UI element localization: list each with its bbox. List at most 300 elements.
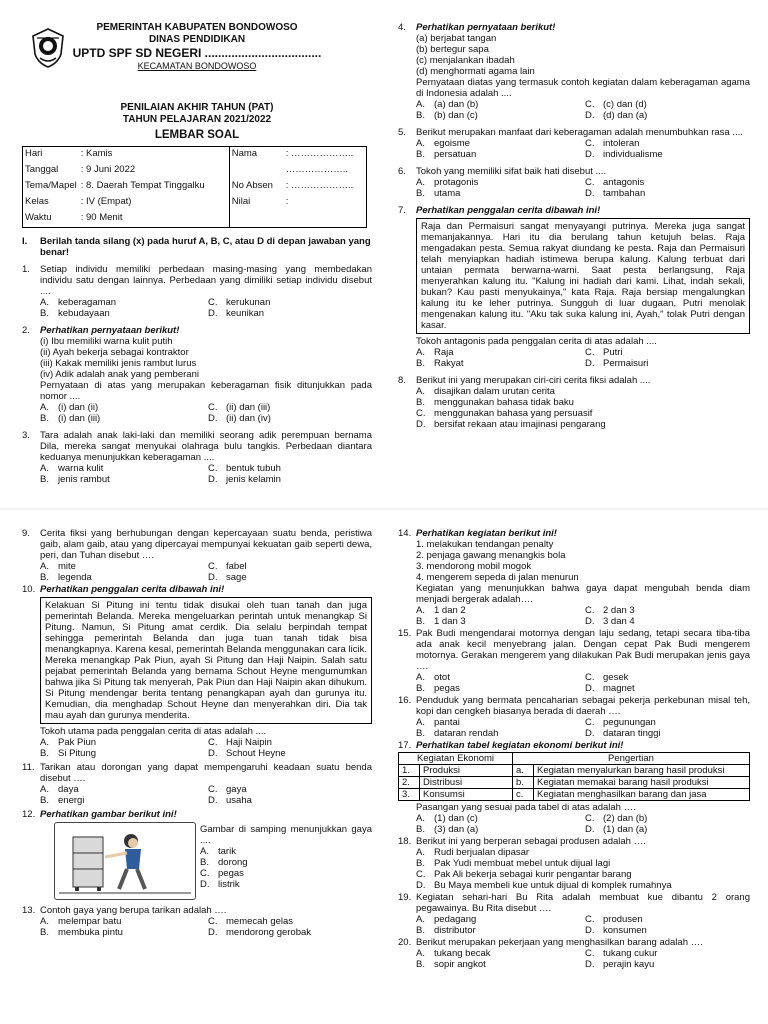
answer-option[interactable] bbox=[585, 959, 750, 970]
option-text: menggunakan bahasa yang persuasif bbox=[434, 408, 593, 419]
table-cell: b. bbox=[513, 777, 534, 789]
answer-option[interactable] bbox=[585, 149, 750, 160]
answer-option[interactable] bbox=[208, 748, 372, 759]
option-letter: D. bbox=[585, 728, 595, 739]
info-value: : IV (Empat) bbox=[80, 196, 132, 207]
question-text: Contoh gaya yang berupa tarikan adalah …. bbox=[40, 905, 227, 916]
answer-option[interactable] bbox=[40, 737, 204, 748]
answer-option[interactable] bbox=[40, 748, 204, 759]
option-text: (3) dan (a) bbox=[434, 824, 479, 835]
info-label: Tanggal bbox=[25, 164, 59, 175]
answer-option[interactable] bbox=[208, 413, 372, 424]
answer-option[interactable] bbox=[200, 868, 372, 879]
question-body bbox=[416, 166, 750, 199]
question-body bbox=[40, 528, 372, 583]
answer-option[interactable] bbox=[585, 914, 750, 925]
option-letter: C. bbox=[416, 408, 426, 419]
question-text: Tokoh yang memiliki sifat baik hati disebut .... bbox=[416, 166, 607, 177]
table-cell: 2. bbox=[399, 777, 420, 789]
question-number: 11. bbox=[22, 762, 35, 773]
info-row bbox=[23, 195, 367, 211]
answer-option[interactable] bbox=[416, 149, 581, 160]
option-letter: A. bbox=[40, 561, 49, 572]
question-body bbox=[40, 762, 372, 806]
answer-options bbox=[416, 605, 750, 627]
question-body bbox=[416, 892, 750, 936]
option-text: Bu Maya membeli kue untuk dijual di komplek rumahnya bbox=[434, 880, 672, 891]
answer-option[interactable] bbox=[416, 948, 581, 959]
student-info-table bbox=[22, 146, 367, 228]
question-body bbox=[416, 22, 750, 121]
table-cell: Distribusi bbox=[420, 777, 513, 789]
answer-option[interactable] bbox=[200, 857, 372, 868]
question-text: Berikut ini yang berperan sebagai produsen adalah …. bbox=[416, 836, 646, 847]
option-text: memecah gelas bbox=[226, 916, 294, 927]
option-text: bentuk tubuh bbox=[226, 463, 281, 474]
option-letter: A. bbox=[40, 297, 49, 308]
table-cell: a. bbox=[513, 765, 534, 777]
answer-options bbox=[416, 847, 750, 891]
question-number: 15. bbox=[398, 628, 412, 639]
option-text: bersifat rekaan atau imajinasi pengarang bbox=[434, 419, 606, 430]
statement-item: 4. mengerem sepeda di jalan menurun bbox=[416, 572, 579, 583]
option-letter: D. bbox=[208, 927, 218, 938]
answer-option[interactable] bbox=[585, 728, 750, 739]
option-letter: D. bbox=[208, 795, 218, 806]
option-text: pegunungan bbox=[603, 717, 656, 728]
question-10 bbox=[22, 584, 372, 759]
option-text: tukang cukur bbox=[603, 948, 658, 959]
option-letter: A. bbox=[416, 386, 425, 397]
option-letter: B. bbox=[416, 616, 425, 627]
question-number: 19. bbox=[398, 892, 412, 903]
option-letter: D. bbox=[208, 572, 218, 583]
page-two bbox=[0, 520, 768, 1024]
answer-option[interactable] bbox=[416, 869, 750, 880]
info-row bbox=[23, 179, 367, 195]
option-text: 2 dan 3 bbox=[603, 605, 635, 616]
answer-option[interactable] bbox=[585, 824, 750, 835]
question-text: Kegiatan yang menunjukkan bahwa gaya dapat mengubah benda diam menjadi bergerak adalah…. bbox=[416, 583, 750, 605]
answer-option[interactable] bbox=[416, 188, 581, 199]
option-letter: B. bbox=[416, 824, 425, 835]
info-label: Tema/Mapel bbox=[25, 180, 77, 191]
story-box: Kelakuan Si Pitung ini tentu tidak disukai oleh tuan tanah dan juga pemerintah Belanda. Mereka mengeluarkan perintah untuk menangkap Si Pitung. Namun, Si Pitung amat cerdik. Dia selalu berpindah tempat sehingga pemerintah Belanda dan juga tuan tanah tidak bisa menangkapnya. Karena kesal, pemerintah Belanda menggunakan cara licik. Mereka menangkap Pak Piun, ayah Si Pitung dan Haji Naipin. Salah satu pejabat pemerintah Belanda yang bernama Schout Heyne mengumumkan bahwa jika Si Pitung tak menyerah, Pak Piun dan Haji Naipin akan dihukum. Si Pitung mendengar berita tentang penangkapan ayah dan gurunya itu. Kemudian, dia menghadap Schout Heyne dan menyerahkan diri. Dia tak mau ayah dan gurunya menderita. bbox=[40, 597, 372, 724]
answer-option[interactable] bbox=[416, 683, 581, 694]
answer-option[interactable] bbox=[40, 795, 204, 806]
question-body bbox=[416, 205, 750, 369]
option-letter: D. bbox=[416, 419, 426, 430]
question-17-tail bbox=[398, 802, 750, 835]
statement-item: (d) menghormati agama lain bbox=[416, 66, 535, 77]
answer-option[interactable] bbox=[416, 847, 750, 858]
answer-option[interactable] bbox=[208, 463, 372, 474]
option-letter: A. bbox=[40, 737, 49, 748]
option-text: (2) dan (b) bbox=[603, 813, 648, 824]
info-row bbox=[23, 211, 367, 228]
answer-option[interactable] bbox=[208, 737, 372, 748]
question-12-options bbox=[200, 846, 372, 890]
answer-option[interactable] bbox=[416, 177, 581, 188]
option-text: fabel bbox=[226, 561, 247, 572]
answer-option[interactable] bbox=[40, 297, 204, 308]
question-body bbox=[40, 325, 372, 424]
option-letter: D. bbox=[585, 358, 595, 369]
answer-option[interactable] bbox=[208, 308, 372, 319]
option-letter: B. bbox=[40, 748, 49, 759]
question-lead: Perhatikan penggalan cerita dibawah ini! bbox=[416, 205, 601, 216]
exam-heading bbox=[22, 102, 372, 142]
option-text: pegas bbox=[218, 868, 244, 879]
answer-option[interactable] bbox=[416, 358, 581, 369]
option-text: (ii) dan (iii) bbox=[226, 402, 271, 413]
answer-option[interactable] bbox=[585, 813, 750, 824]
question-number: 7. bbox=[398, 205, 406, 216]
option-letter: B. bbox=[416, 358, 425, 369]
answer-options bbox=[416, 99, 750, 121]
question-9 bbox=[22, 528, 372, 583]
option-text: warna kulit bbox=[58, 463, 104, 474]
answer-option[interactable] bbox=[585, 99, 750, 110]
question-text: Tokoh utama pada penggalan cerita di atas adalah .... bbox=[40, 726, 267, 737]
option-text: (d) dan (a) bbox=[603, 110, 648, 121]
option-text: (i) dan (iii) bbox=[58, 413, 101, 424]
answer-options bbox=[40, 297, 372, 319]
child-pushing-cabinet-icon bbox=[55, 823, 195, 899]
question-7 bbox=[398, 205, 750, 369]
question-body bbox=[40, 584, 372, 759]
option-letter: D. bbox=[416, 880, 426, 891]
question-17 bbox=[398, 740, 750, 751]
question-number: 20. bbox=[398, 937, 412, 948]
answer-option[interactable] bbox=[585, 138, 750, 149]
question-number: 13. bbox=[22, 905, 36, 916]
option-letter: C. bbox=[585, 138, 595, 149]
question-13 bbox=[22, 905, 372, 938]
question-text: Penduduk yang bermata pencaharian sebagai pekerja perkebunan misal teh, kopi dan cengkeh biasanya berada di daerah …. bbox=[416, 695, 750, 717]
question-18 bbox=[398, 836, 750, 891]
answer-option[interactable] bbox=[416, 138, 581, 149]
option-letter: A. bbox=[416, 99, 425, 110]
table-cell: Konsumsi bbox=[420, 789, 513, 801]
answer-option[interactable] bbox=[416, 880, 750, 891]
answer-option[interactable] bbox=[585, 948, 750, 959]
option-letter: D. bbox=[585, 959, 595, 970]
answer-option[interactable] bbox=[208, 784, 372, 795]
answer-option[interactable] bbox=[416, 386, 750, 397]
question-text: Berikut merupakan manfaat dari keberagaman adalah menumbuhkan rasa .... bbox=[416, 127, 743, 138]
question-11 bbox=[22, 762, 372, 806]
option-text: protagonis bbox=[434, 177, 479, 188]
answer-option[interactable] bbox=[585, 110, 750, 121]
option-letter: B. bbox=[416, 110, 425, 121]
answer-option[interactable] bbox=[416, 408, 750, 419]
question-16 bbox=[398, 695, 750, 739]
instruction-text: Berilah tanda silang (x) pada huruf A, B, C, atau D di depan jawaban yang benar! bbox=[40, 236, 371, 258]
answer-option[interactable] bbox=[585, 605, 750, 616]
answer-option[interactable] bbox=[416, 397, 750, 408]
answer-option[interactable] bbox=[40, 927, 204, 938]
option-text: produsen bbox=[603, 914, 643, 925]
option-letter: C. bbox=[585, 717, 595, 728]
answer-option[interactable] bbox=[585, 177, 750, 188]
question-text: Berikut merupakan pekerjaan yang menghasilkan barang adalah …. bbox=[416, 937, 703, 948]
question-number: 16. bbox=[398, 695, 412, 706]
question-text: Tarikan atau dorongan yang dapat mempengaruhi keadaan suatu benda disebut …. bbox=[40, 762, 372, 784]
info-value-right: ……………….. bbox=[285, 164, 349, 175]
option-text: disajikan dalam urutan cerita bbox=[434, 386, 555, 397]
header-line-1: PEMERINTAH KABUPATEN BONDOWOSO bbox=[96, 22, 298, 33]
answer-options bbox=[40, 402, 372, 424]
answer-option[interactable] bbox=[585, 188, 750, 199]
answer-option[interactable] bbox=[208, 297, 372, 308]
question-12-text-block bbox=[200, 820, 372, 902]
option-letter: D. bbox=[208, 474, 218, 485]
option-letter: C. bbox=[585, 948, 595, 959]
answer-option[interactable] bbox=[208, 402, 372, 413]
option-letter: B. bbox=[416, 728, 425, 739]
answer-options bbox=[416, 138, 750, 160]
story-box: Raja dan Permaisuri sangat menyayangi putrinya. Mereka juga sangat memanjakannya. Hari itu dia berulang tahun ketujuh belas. Raja mengadakan pesta. Semua rakyat diundang ke pesta. Raja dan Permaisuri telah menyiapkan hadiah istimewa berupa kalung. Kalung terbuat dari untaian permata berwarna-warni. Saat pesta berlangsung, Raja menyerahkan kalung itu. "Kalung ini hadiah dari kami. Lihat, indah sekali, bukan? Kau pasti menyukainya," kata Raja. Raja bersiap mengalungkan kalung itu ke leher putrinya. Sungguh di luar dugaan, Putri menolak mengenakan kalung itu. "Aku tak suka kalung ini, Ayah," tolak Putri dengan kasar. bbox=[416, 218, 750, 334]
question-text: Tokoh antagonis pada penggalan cerita di atas adalah .... bbox=[416, 336, 657, 347]
table-cell: c. bbox=[513, 789, 534, 801]
option-letter: A. bbox=[416, 347, 425, 358]
statement-item: (c) menjalankan ibadah bbox=[416, 55, 515, 66]
school-year: TAHUN PELAJARAN 2021/2022 bbox=[122, 114, 272, 125]
option-text: persatuan bbox=[434, 149, 477, 160]
question-3 bbox=[22, 430, 372, 485]
question-19 bbox=[398, 892, 750, 936]
option-text: sopir angkot bbox=[434, 959, 486, 970]
answer-option[interactable] bbox=[40, 572, 204, 583]
question-text: Cerita fiksi yang berhubungan dengan kepercayaan suatu benda, peristiwa gaib, alam gaib, atau yang dipercayai mempunyai kekuatan gaib seperti dewa, peri, dan Tuhan disebut …. bbox=[40, 528, 372, 561]
option-text: keberagaman bbox=[58, 297, 117, 308]
answer-option[interactable] bbox=[208, 916, 372, 927]
answer-option[interactable] bbox=[40, 413, 204, 424]
option-letter: B. bbox=[40, 308, 49, 319]
option-letter: C. bbox=[585, 177, 595, 188]
question-5 bbox=[398, 127, 750, 160]
question-12-picture bbox=[40, 820, 200, 902]
answer-option[interactable] bbox=[200, 879, 372, 890]
option-text: (ii) dan (iv) bbox=[226, 413, 271, 424]
option-letter: A. bbox=[416, 914, 425, 925]
answer-option[interactable] bbox=[208, 795, 372, 806]
answer-option[interactable] bbox=[40, 916, 204, 927]
question-lead: Perhatikan pernyataan berikut! bbox=[40, 325, 180, 336]
answer-option[interactable] bbox=[585, 717, 750, 728]
answer-option[interactable] bbox=[208, 561, 372, 572]
option-letter: A. bbox=[40, 916, 49, 927]
answer-option[interactable] bbox=[416, 347, 581, 358]
option-text: Pak Piun bbox=[58, 737, 97, 748]
answer-option[interactable] bbox=[40, 784, 204, 795]
option-text: Putri bbox=[603, 347, 623, 358]
question-body bbox=[416, 695, 750, 739]
option-letter: A. bbox=[200, 846, 209, 857]
question-12-lead: Perhatikan gambar berikut ini! bbox=[40, 809, 177, 820]
table-header-row bbox=[399, 753, 750, 765]
answer-options bbox=[416, 672, 750, 694]
table-cell: Produksi bbox=[420, 765, 513, 777]
option-letter: D. bbox=[585, 925, 595, 936]
answer-options bbox=[416, 948, 750, 970]
answer-option[interactable] bbox=[585, 683, 750, 694]
answer-option[interactable] bbox=[585, 347, 750, 358]
question-text: Pernyataan diatas yang termasuk contoh kegiatan dalam keberagaman agama di Indonesia adalah .... bbox=[416, 77, 750, 99]
page-one bbox=[0, 0, 768, 500]
answer-options bbox=[416, 717, 750, 739]
page-two-right-column bbox=[398, 528, 750, 970]
answer-option[interactable] bbox=[585, 672, 750, 683]
answer-option[interactable] bbox=[416, 717, 581, 728]
option-text: sage bbox=[226, 572, 247, 583]
answer-option[interactable] bbox=[40, 474, 204, 485]
question-number: 18. bbox=[398, 836, 412, 847]
option-letter: B. bbox=[416, 858, 425, 869]
option-letter: A. bbox=[40, 784, 49, 795]
option-text: keunikan bbox=[226, 308, 265, 319]
answer-options bbox=[416, 914, 750, 936]
question-12-picture-frame bbox=[54, 822, 196, 900]
info-value: : Kamis bbox=[80, 148, 113, 159]
question-number: 4. bbox=[398, 22, 406, 33]
option-text: Permaisuri bbox=[603, 358, 649, 369]
option-letter: C. bbox=[208, 916, 218, 927]
option-letter: C. bbox=[208, 784, 218, 795]
option-text: 3 dan 4 bbox=[603, 616, 635, 627]
question-1 bbox=[22, 264, 372, 319]
answer-option[interactable] bbox=[416, 728, 581, 739]
info-label-right: Nilai bbox=[229, 195, 284, 211]
option-text: egoisme bbox=[434, 138, 470, 149]
answer-option[interactable] bbox=[585, 616, 750, 627]
option-text: antagonis bbox=[603, 177, 645, 188]
exam-type: PENILAIAN AKHIR TAHUN (PAT) bbox=[120, 102, 274, 113]
answer-option[interactable] bbox=[40, 402, 204, 413]
option-letter: B. bbox=[416, 188, 425, 199]
answer-option[interactable] bbox=[416, 858, 750, 869]
page-divider bbox=[0, 508, 768, 510]
question-lead: Perhatikan penggalan cerita dibawah ini! bbox=[40, 584, 225, 595]
question-number: 3. bbox=[22, 430, 30, 441]
answer-option[interactable] bbox=[416, 925, 581, 936]
answer-option[interactable] bbox=[208, 474, 372, 485]
option-text: intoleran bbox=[603, 138, 640, 149]
option-text: mite bbox=[58, 561, 76, 572]
question-lead: Perhatikan pernyataan berikut! bbox=[416, 22, 556, 33]
header-school-name: UPTD SPF SD NEGERI ................................... bbox=[72, 46, 322, 60]
option-letter: B. bbox=[416, 683, 425, 694]
option-text: (a) dan (b) bbox=[434, 99, 479, 110]
statement-item: (i) Ibu memiliki warna kulit putih bbox=[40, 336, 173, 347]
answer-option[interactable] bbox=[585, 358, 750, 369]
option-letter: C. bbox=[585, 813, 595, 824]
question-body bbox=[416, 127, 750, 160]
option-text: gaya bbox=[226, 784, 247, 795]
answer-option[interactable] bbox=[40, 561, 204, 572]
question-4 bbox=[398, 22, 750, 121]
option-text: mendorong gerobak bbox=[226, 927, 312, 938]
info-label: Waktu bbox=[25, 212, 52, 223]
info-value: : 90 Menit bbox=[80, 212, 123, 223]
option-text: perajin kayu bbox=[603, 959, 655, 970]
answer-option[interactable] bbox=[416, 959, 581, 970]
option-letter: D. bbox=[208, 748, 218, 759]
question-text: Pak Budi mengendarai motornya dengan laju sedang, tetapi secara tiba-tiba ada anak kecil menyebrang jalan. Dengan cepat Pak Budi mengerem motornya. Gerakan mengerem yang dilakukan Pak Budi merupakan jenis gaya …. bbox=[416, 628, 750, 672]
question-number: 2. bbox=[22, 325, 30, 336]
answer-option[interactable] bbox=[416, 616, 581, 627]
answer-options bbox=[40, 561, 372, 583]
answer-option[interactable] bbox=[416, 824, 581, 835]
option-text: utama bbox=[434, 188, 461, 199]
answer-options bbox=[40, 916, 372, 938]
option-letter: A. bbox=[416, 138, 425, 149]
info-value-right: : bbox=[285, 196, 289, 207]
answer-option[interactable] bbox=[200, 846, 372, 857]
option-letter: D. bbox=[585, 683, 595, 694]
option-text: individualisme bbox=[603, 149, 663, 160]
answer-option[interactable] bbox=[40, 308, 204, 319]
question-number: 6. bbox=[398, 166, 406, 177]
info-value-right: : ……………….. bbox=[285, 148, 354, 159]
option-letter: C. bbox=[208, 402, 218, 413]
info-label: Kelas bbox=[25, 196, 49, 207]
option-letter: C. bbox=[585, 605, 595, 616]
question-body bbox=[416, 375, 750, 430]
question-17-options bbox=[416, 813, 750, 835]
info-value: : 9 Juni 2022 bbox=[80, 164, 136, 175]
answer-option[interactable] bbox=[416, 672, 581, 683]
option-letter: B. bbox=[416, 959, 425, 970]
answer-option[interactable] bbox=[208, 927, 372, 938]
answer-option[interactable] bbox=[416, 419, 750, 430]
question-text: Tara adalah anak laki-laki dan memiliki seorang adik perempuan bernama Dila, mereka sangat menyukai olahraga bulu tangkis. Perbedaan diantara keduanya menunjukkan keberagaman .... bbox=[40, 430, 372, 463]
answer-option[interactable] bbox=[416, 605, 581, 616]
option-letter: D. bbox=[585, 149, 595, 160]
question-17-lead: Perhatikan tabel kegiatan ekonomi berikut ini! bbox=[416, 740, 624, 751]
answer-option[interactable] bbox=[416, 110, 581, 121]
instruction-number: I. bbox=[22, 236, 28, 247]
option-text: pegas bbox=[434, 683, 460, 694]
option-text: kerukunan bbox=[226, 297, 271, 308]
answer-option[interactable] bbox=[208, 572, 372, 583]
answer-option[interactable] bbox=[40, 463, 204, 474]
option-letter: B. bbox=[40, 572, 49, 583]
info-label: Hari bbox=[25, 148, 43, 159]
option-text: tukang becak bbox=[434, 948, 491, 959]
table-cell: Kegiatan menghasilkan barang dan jasa bbox=[534, 789, 750, 801]
answer-option[interactable] bbox=[416, 99, 581, 110]
question-body bbox=[416, 628, 750, 694]
option-letter: C. bbox=[585, 347, 595, 358]
answer-options bbox=[40, 463, 372, 485]
answer-option[interactable] bbox=[585, 925, 750, 936]
question-body bbox=[416, 937, 750, 970]
info-label-right: No Absen bbox=[229, 179, 284, 195]
answer-option[interactable] bbox=[416, 813, 581, 824]
option-letter: B. bbox=[416, 925, 425, 936]
question-12 bbox=[22, 809, 372, 902]
statement-item: (a) berjabat tangan bbox=[416, 33, 497, 44]
question-number: 14. bbox=[398, 528, 412, 539]
option-text: listrik bbox=[218, 879, 240, 890]
table-row bbox=[399, 765, 750, 777]
option-text: Haji Naipin bbox=[226, 737, 272, 748]
answer-option[interactable] bbox=[416, 914, 581, 925]
info-label-right: Nama bbox=[229, 147, 284, 164]
option-text: Pak Ali bekerja sebagai kurir pengantar barang bbox=[434, 869, 632, 880]
